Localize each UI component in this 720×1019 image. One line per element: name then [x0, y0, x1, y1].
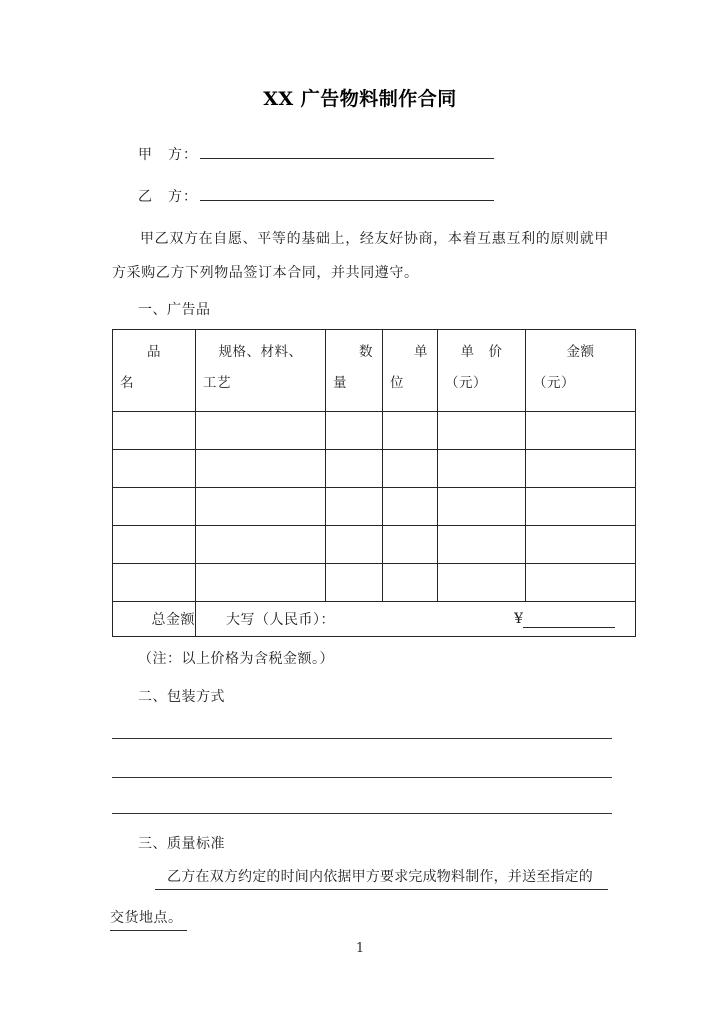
table-row — [113, 564, 636, 602]
table-row — [113, 412, 636, 450]
table-row — [113, 488, 636, 526]
tax-note: （注：以上价格为含税金额。） — [138, 651, 334, 667]
empty-cell — [526, 450, 636, 488]
empty-cell — [383, 488, 438, 526]
empty-cell — [326, 526, 383, 564]
empty-cell — [196, 564, 326, 602]
empty-cell — [196, 526, 326, 564]
empty-cell — [326, 450, 383, 488]
packing-blank-line-1 — [112, 738, 612, 739]
document-title: XX 广告物料制作合同 — [263, 88, 457, 110]
empty-cell — [438, 526, 526, 564]
empty-cell — [326, 564, 383, 602]
quality-clause-line-1: 乙方在双方约定的时间内依据甲方要求完成物料制作，并送至指定的 — [155, 866, 608, 890]
empty-cell — [526, 564, 636, 602]
total-amount-label: 总金额 — [113, 602, 196, 637]
empty-cell — [113, 526, 196, 564]
empty-cell — [438, 412, 526, 450]
empty-cell — [526, 488, 636, 526]
total-row — [113, 602, 636, 637]
party-a-blank — [200, 141, 494, 159]
empty-cell — [113, 450, 196, 488]
party-a-row — [138, 141, 494, 164]
empty-cell — [196, 488, 326, 526]
party-b-blank — [200, 183, 494, 201]
empty-cell — [196, 450, 326, 488]
currency-symbol: ¥ — [514, 611, 523, 627]
intro-paragraph: 甲乙双方在自愿、平等的基础上，经友好协商，本着互惠互利的原则就甲方采购乙方下列物品签订本合同，并共同遵守。 — [112, 231, 609, 281]
total-amount-blank — [523, 613, 615, 628]
empty-cell — [113, 564, 196, 602]
table-row — [113, 450, 636, 488]
empty-cell — [326, 488, 383, 526]
section-3-heading: 三、质量标准 — [138, 836, 225, 852]
packing-blank-line-2 — [112, 777, 612, 778]
party-b-row — [138, 183, 494, 206]
empty-cell — [383, 450, 438, 488]
total-caps-label: 大写（人民币）： — [226, 612, 335, 628]
section-2-heading: 二、包装方式 — [138, 689, 225, 705]
empty-cell — [383, 412, 438, 450]
table-row — [113, 526, 636, 564]
empty-cell — [196, 412, 326, 450]
header-quantity: 数 量 — [326, 330, 383, 412]
empty-cell — [438, 488, 526, 526]
empty-cell — [326, 412, 383, 450]
empty-cell — [438, 564, 526, 602]
empty-cell — [526, 526, 636, 564]
empty-cell — [113, 412, 196, 450]
page-number: 1 — [355, 941, 365, 956]
empty-cell — [383, 526, 438, 564]
empty-cell — [438, 450, 526, 488]
empty-cell — [113, 488, 196, 526]
party-a-label: 甲 方： — [138, 147, 198, 163]
header-unit: 单 位 — [383, 330, 438, 412]
goods-table-header-row — [113, 330, 636, 412]
empty-cell — [526, 412, 636, 450]
quality-clause-line-2: 交货地点。 — [110, 907, 187, 931]
header-item-name: 品 名 — [113, 330, 196, 412]
header-amount: 金额 （元） — [526, 330, 636, 412]
party-b-label: 乙 方： — [138, 189, 198, 205]
header-unit-price: 单 价 （元） — [438, 330, 526, 412]
section-1-heading: 一、广告品 — [138, 302, 211, 318]
header-spec-material-craft: 规格、材料、 工艺 — [196, 330, 326, 412]
total-amount-cell — [196, 602, 636, 637]
goods-table — [112, 329, 636, 637]
empty-cell — [383, 564, 438, 602]
packing-blank-line-3 — [112, 813, 612, 814]
